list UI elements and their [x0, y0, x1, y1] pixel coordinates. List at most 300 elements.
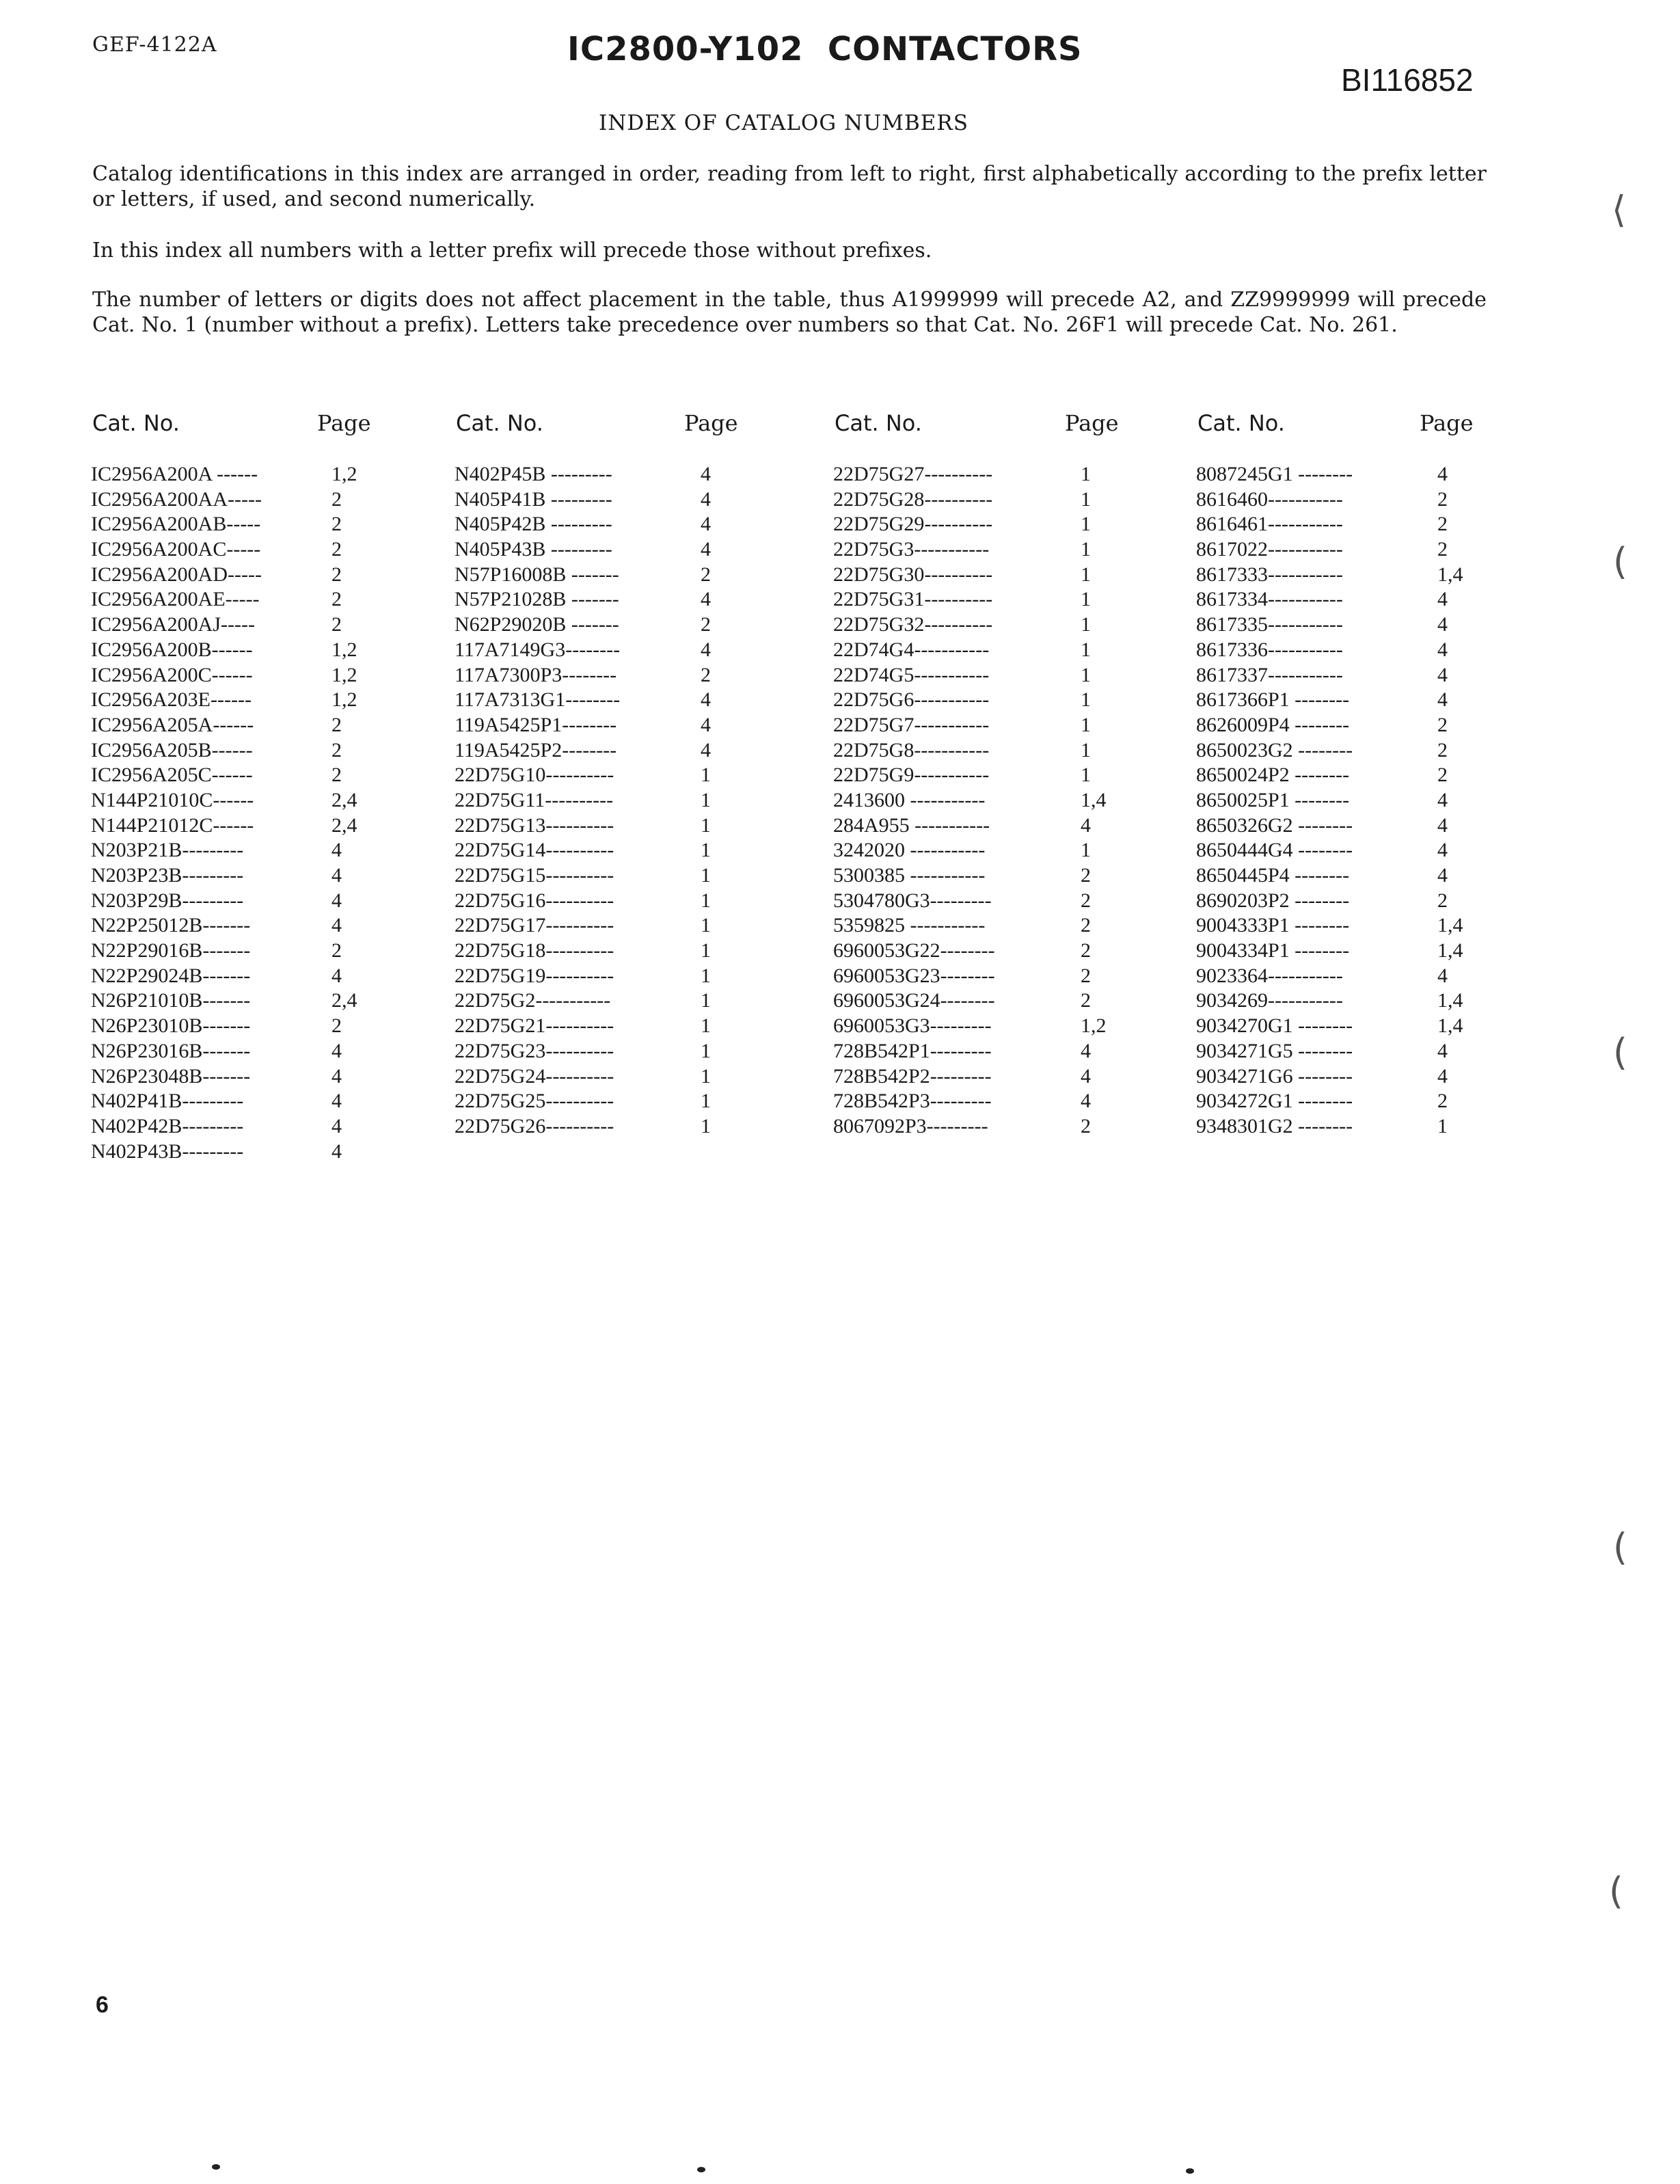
page-reference: 2 [1437, 889, 1448, 912]
catalog-number: N203P23B--------- [91, 864, 244, 887]
index-row [1196, 1039, 1469, 1064]
scan-speck [212, 2164, 220, 2170]
catalog-number: 2413600 ----------- [833, 788, 986, 811]
catalog-number: IC2956A200A ------ [91, 463, 258, 485]
cat-no-header-2: Cat. No. [456, 410, 543, 436]
intro-paragraph-3: The number of letters or digits does not affect placement in the table, thus A1999999 will precede A2, and ZZ9999999 will precede Cat. No. 1 (number without a prefix). Letters take precedence over numbers so that Cat. No. 26F1 will precede Cat. No. 261. [92, 288, 1487, 337]
index-row [91, 663, 378, 688]
index-row [833, 738, 1120, 764]
page-reference: 4 [1437, 1039, 1448, 1062]
page-reference: 4 [1437, 588, 1448, 611]
catalog-number: N62P29020B ------- [455, 613, 619, 636]
catalog-number: IC2956A200AE----- [91, 588, 260, 611]
catalog-number: 22D75G28---------- [833, 487, 993, 511]
page-reference: 1 [1437, 1114, 1448, 1137]
catalog-number: 8617334----------- [1196, 588, 1343, 611]
catalog-number: N22P29024B------- [91, 964, 251, 987]
catalog-number: 22D75G21---------- [455, 1014, 614, 1038]
index-row [833, 763, 1120, 788]
catalog-number: 22D75G17---------- [455, 914, 614, 937]
index-row [833, 964, 1120, 989]
index-row [91, 1114, 378, 1140]
page-reference: 1 [701, 764, 711, 787]
catalog-number: 22D75G25---------- [455, 1090, 614, 1113]
index-column-2 [455, 462, 728, 1140]
page-reference: 1,2 [1081, 1014, 1107, 1038]
page-reference: 1 [1081, 839, 1091, 862]
index-row [91, 688, 378, 713]
index-row [455, 563, 728, 588]
page-reference: 2 [1437, 713, 1448, 736]
catalog-number: N405P42B --------- [455, 513, 612, 536]
margin-mark: ⟨ [1612, 188, 1627, 231]
index-row [91, 462, 378, 487]
index-row [91, 939, 378, 964]
index-row [91, 713, 378, 738]
page-reference: 2 [331, 563, 342, 586]
page-reference: 1 [701, 1090, 711, 1113]
index-row [1196, 487, 1469, 513]
catalog-number: N405P41B --------- [455, 487, 612, 511]
index-row [91, 813, 378, 839]
catalog-number: 8650445P4 -------- [1196, 864, 1350, 887]
index-column-4 [1196, 462, 1469, 1140]
page-reference: 4 [1437, 864, 1448, 887]
page-reference: 4 [331, 914, 342, 937]
index-row [91, 838, 378, 863]
index-row [833, 713, 1120, 738]
catalog-number: 22D75G29---------- [833, 513, 993, 536]
page-reference: 1,2 [331, 638, 357, 661]
catalog-number: IC2956A200AB----- [91, 513, 261, 536]
index-row [833, 788, 1120, 813]
page-reference: 4 [701, 688, 711, 712]
index-row [833, 612, 1120, 638]
index-row [1196, 939, 1469, 964]
catalog-number: 8617335----------- [1196, 613, 1343, 636]
catalog-number: 8616461----------- [1196, 513, 1343, 536]
catalog-number: 8626009P4 -------- [1196, 713, 1350, 736]
index-row [455, 587, 728, 612]
catalog-number: 9004333P1 -------- [1196, 914, 1350, 937]
index-row [833, 587, 1120, 612]
page-header-1: Page [317, 410, 371, 436]
catalog-number: 9034271G6 -------- [1196, 1064, 1353, 1088]
index-row [1196, 1114, 1469, 1140]
index-row [91, 964, 378, 989]
index-row [455, 612, 728, 638]
page-reference: 4 [1437, 813, 1448, 837]
catalog-number: N22P29016B------- [91, 939, 251, 962]
page-reference: 1 [1081, 513, 1091, 536]
index-row [455, 713, 728, 738]
catalog-number: 8617022----------- [1196, 538, 1343, 561]
catalog-number: 22D75G7----------- [833, 713, 990, 736]
page-reference: 4 [1081, 1090, 1091, 1113]
catalog-number: N26P23010B------- [91, 1014, 251, 1038]
margin-mark: ( [1609, 1870, 1624, 1913]
intro-paragraph-2: In this index all numbers with a letter prefix will precede those without prefixes. [92, 239, 932, 262]
index-row [1196, 663, 1469, 688]
page-reference: 1,4 [1437, 563, 1463, 586]
page-reference: 1 [701, 889, 711, 912]
catalog-number: 8616460----------- [1196, 487, 1343, 511]
catalog-number: N26P21010B------- [91, 989, 251, 1012]
page-reference: 4 [701, 487, 711, 511]
catalog-number: 8617366P1 -------- [1196, 688, 1350, 712]
index-row [455, 788, 728, 813]
index-row [91, 1014, 378, 1039]
page-reference: 1 [1081, 688, 1091, 712]
catalog-number: N26P23016B------- [91, 1039, 251, 1062]
catalog-number: 5304780G3--------- [833, 889, 992, 912]
catalog-number: 22D75G9----------- [833, 764, 990, 787]
catalog-number: 22D75G15---------- [455, 864, 614, 887]
catalog-number: N22P25012B------- [91, 914, 251, 937]
page-reference: 2 [1081, 914, 1091, 937]
catalog-number: 9004334P1 -------- [1196, 939, 1350, 962]
page-reference: 4 [331, 1039, 342, 1062]
page-reference: 2 [331, 939, 342, 962]
catalog-number: 6960053G24-------- [833, 989, 995, 1012]
catalog-number: IC2956A200AC----- [91, 538, 261, 561]
index-row [833, 688, 1120, 713]
cat-no-header-3: Cat. No. [835, 410, 922, 436]
index-row [833, 638, 1120, 663]
catalog-number: N144P21012C------ [91, 813, 254, 837]
catalog-number: N144P21010C------ [91, 788, 254, 811]
page-reference: 1,4 [1081, 788, 1107, 811]
catalog-number: 728B542P3--------- [833, 1090, 992, 1113]
catalog-number: 8650326G2 -------- [1196, 813, 1353, 837]
index-row [833, 512, 1120, 537]
page-reference: 4 [331, 1064, 342, 1088]
index-row [1196, 1064, 1469, 1090]
page-reference: 1 [701, 813, 711, 837]
catalog-number: IC2956A200AA----- [91, 487, 262, 511]
page-header-3: Page [1065, 410, 1119, 436]
catalog-number: IC2956A205C------ [91, 764, 253, 787]
index-row [91, 587, 378, 612]
cat-no-header-4: Cat. No. [1197, 410, 1285, 436]
index-row [833, 1039, 1120, 1064]
catalog-number: 6960053G3--------- [833, 1014, 992, 1038]
index-row [1196, 788, 1469, 813]
page-reference: 4 [1081, 1064, 1091, 1088]
page-reference: 1 [701, 1064, 711, 1088]
catalog-number: 117A7300P3-------- [455, 663, 617, 686]
catalog-number: 9348301G2 -------- [1196, 1114, 1353, 1137]
page-reference: 2,4 [331, 788, 357, 811]
catalog-number: N402P42B--------- [91, 1114, 244, 1137]
page-reference: 2 [331, 713, 342, 736]
catalog-number: N57P21028B ------- [455, 588, 619, 611]
index-row [1196, 612, 1469, 638]
page-reference: 2 [1081, 864, 1091, 887]
page-reference: 4 [701, 538, 711, 561]
index-row [1196, 563, 1469, 588]
index-row [455, 688, 728, 713]
catalog-number: 119A5425P2-------- [455, 738, 617, 761]
index-row [1196, 512, 1469, 537]
page-reference: 1 [701, 839, 711, 862]
page-reference: 4 [1437, 688, 1448, 712]
index-column-1 [91, 462, 378, 1164]
page-reference: 1 [701, 1014, 711, 1038]
page-reference: 2 [1437, 513, 1448, 536]
catalog-number: 22D75G16---------- [455, 889, 614, 912]
scan-speck [1186, 2168, 1194, 2174]
index-row [1196, 813, 1469, 839]
stamp-number: BI116852 [1341, 62, 1474, 98]
index-row [833, 537, 1120, 563]
catalog-number: IC2956A200AJ----- [91, 613, 255, 636]
page-reference: 1,4 [1437, 939, 1463, 962]
page-reference: 2 [1081, 889, 1091, 912]
page-reference: 4 [1437, 463, 1448, 485]
catalog-number: 6960053G23-------- [833, 964, 995, 987]
index-row [1196, 537, 1469, 563]
catalog-number: 119A5425P1-------- [455, 713, 617, 736]
catalog-number: 22D74G5----------- [833, 663, 990, 686]
index-row [455, 738, 728, 764]
page-reference: 4 [1437, 663, 1448, 686]
page-reference: 4 [701, 738, 711, 761]
page-reference: 1 [701, 939, 711, 962]
page-reference: 4 [1437, 1064, 1448, 1088]
index-row [455, 1014, 728, 1039]
catalog-number: 22D75G30---------- [833, 563, 993, 586]
index-row [91, 863, 378, 889]
catalog-number: 8650024P2 -------- [1196, 764, 1350, 787]
catalog-number: 117A7313G1-------- [455, 688, 621, 712]
index-row [1196, 863, 1469, 889]
catalog-number: 8617333----------- [1196, 563, 1343, 586]
page-reference: 1 [1081, 538, 1091, 561]
index-row [833, 462, 1120, 487]
catalog-number: 22D75G32---------- [833, 613, 993, 636]
page-reference: 2 [1081, 989, 1091, 1012]
page-reference: 1,4 [1437, 989, 1463, 1012]
index-row [91, 612, 378, 638]
index-row [455, 889, 728, 914]
margin-mark: ( [1613, 1031, 1628, 1074]
index-row [455, 838, 728, 863]
catalog-number: 5359825 ----------- [833, 914, 986, 937]
index-row [455, 487, 728, 513]
catalog-number: 728B542P1--------- [833, 1039, 992, 1062]
index-row [1196, 838, 1469, 863]
page-reference: 4 [331, 1090, 342, 1113]
index-row [455, 638, 728, 663]
page-reference: 1,2 [331, 663, 357, 686]
catalog-number: 22D75G31---------- [833, 588, 993, 611]
page-reference: 2 [701, 663, 711, 686]
page-reference: 1,2 [331, 688, 357, 712]
page-reference: 4 [1081, 813, 1091, 837]
index-row [833, 863, 1120, 889]
catalog-number: 117A7149G3-------- [455, 638, 621, 661]
index-row [833, 1089, 1120, 1114]
catalog-number: 728B542P2--------- [833, 1064, 992, 1088]
page-reference: 1 [1081, 663, 1091, 686]
catalog-number: 22D75G27---------- [833, 463, 993, 485]
index-row [455, 813, 728, 839]
index-row [91, 563, 378, 588]
page-reference: 4 [1437, 788, 1448, 811]
page-reference: 2 [1081, 1114, 1091, 1137]
page-reference: 2 [701, 613, 711, 636]
page-reference: 4 [331, 964, 342, 987]
index-row [91, 1089, 378, 1114]
page-reference: 4 [331, 1140, 342, 1163]
page-reference: 4 [701, 713, 711, 736]
catalog-number: N26P23048B------- [91, 1064, 251, 1088]
catalog-number: 22D75G14---------- [455, 839, 614, 862]
index-row [833, 988, 1120, 1014]
index-row [455, 462, 728, 487]
index-row [91, 1039, 378, 1064]
index-row [91, 512, 378, 537]
catalog-number: 22D75G26---------- [455, 1114, 614, 1137]
catalog-number: 8087245G1 -------- [1196, 463, 1353, 485]
index-row [455, 913, 728, 939]
index-row [91, 913, 378, 939]
page-reference: 1 [1081, 764, 1091, 787]
index-row [1196, 964, 1469, 989]
catalog-number: IC2956A200B------ [91, 638, 253, 661]
index-row [1196, 763, 1469, 788]
page-reference: 2 [331, 613, 342, 636]
page-reference: 2 [1437, 538, 1448, 561]
page-reference: 1 [701, 1039, 711, 1062]
index-row [833, 889, 1120, 914]
page-reference: 1 [701, 864, 711, 887]
page-reference: 1 [1081, 588, 1091, 611]
page-reference: 4 [1437, 964, 1448, 987]
page-reference: 2 [1437, 764, 1448, 787]
index-row [1196, 1089, 1469, 1114]
index-subtitle: INDEX OF CATALOG NUMBERS [599, 111, 968, 135]
catalog-number: IC2956A203E------ [91, 688, 252, 712]
page-reference: 4 [331, 839, 342, 862]
catalog-number: 9034271G5 -------- [1196, 1039, 1353, 1062]
index-row [91, 1064, 378, 1090]
catalog-number: N402P45B --------- [455, 463, 612, 485]
catalog-number: 22D75G18---------- [455, 939, 614, 962]
index-row [455, 1114, 728, 1140]
catalog-number: 9034269----------- [1196, 989, 1343, 1012]
catalog-number: 22D75G2----------- [455, 989, 611, 1012]
index-row [833, 663, 1120, 688]
index-row [455, 512, 728, 537]
index-row [833, 838, 1120, 863]
page-reference: 1 [1081, 487, 1091, 511]
index-row [1196, 587, 1469, 612]
catalog-number: IC2956A200C------ [91, 663, 253, 686]
index-row [833, 487, 1120, 513]
page-reference: 1 [1081, 613, 1091, 636]
page-reference: 2 [331, 487, 342, 511]
page-reference: 4 [331, 1114, 342, 1137]
index-row [833, 939, 1120, 964]
index-row [91, 788, 378, 813]
page-reference: 2 [1437, 1090, 1448, 1113]
scan-speck [697, 2167, 705, 2172]
catalog-number: 6960053G22-------- [833, 939, 995, 962]
page-reference: 4 [701, 638, 711, 661]
page-reference: 1 [1081, 713, 1091, 736]
page-reference: 2 [1081, 964, 1091, 987]
page-reference: 4 [1437, 613, 1448, 636]
index-row [455, 1039, 728, 1064]
page-reference: 2 [331, 538, 342, 561]
index-row [1196, 688, 1469, 713]
page-reference: 2 [331, 513, 342, 536]
index-row [91, 988, 378, 1014]
page-reference: 1 [701, 964, 711, 987]
catalog-number: N402P43B--------- [91, 1140, 244, 1163]
index-row [833, 1064, 1120, 1090]
catalog-number: 5300385 ----------- [833, 864, 986, 887]
index-row [91, 537, 378, 563]
catalog-number: N405P43B --------- [455, 538, 612, 561]
index-row [1196, 988, 1469, 1014]
catalog-number: IC2956A205B------ [91, 738, 253, 761]
catalog-number: 22D75G19---------- [455, 964, 614, 987]
index-row [833, 913, 1120, 939]
page-reference: 1 [1081, 638, 1091, 661]
page-reference: 4 [1437, 638, 1448, 661]
page-reference: 2 [701, 563, 711, 586]
index-row [455, 537, 728, 563]
page-reference: 1 [701, 989, 711, 1012]
index-row [1196, 1014, 1469, 1039]
catalog-number: 22D75G8----------- [833, 738, 990, 761]
catalog-number: IC2956A205A------ [91, 713, 254, 736]
index-row [455, 1064, 728, 1090]
catalog-number: 8650444G4 -------- [1196, 839, 1353, 862]
catalog-number: 9034272G1 -------- [1196, 1090, 1353, 1113]
index-row [1196, 462, 1469, 487]
catalog-number: N203P21B--------- [91, 839, 244, 862]
page-reference: 2 [1437, 487, 1448, 511]
page-reference: 4 [701, 513, 711, 536]
page-reference: 2 [331, 764, 342, 787]
margin-mark: ( [1613, 540, 1628, 583]
index-row [455, 663, 728, 688]
catalog-number: 284A955 ----------- [833, 813, 990, 837]
page-reference: 1,4 [1437, 1014, 1463, 1038]
page-reference: 4 [331, 864, 342, 887]
catalog-number: 22D75G3----------- [833, 538, 990, 561]
page-reference: 1 [701, 1114, 711, 1137]
page-header-4: Page [1420, 410, 1474, 436]
page-number: 6 [96, 1992, 109, 2018]
index-row [91, 638, 378, 663]
catalog-number: 8067092P3--------- [833, 1114, 988, 1137]
catalog-number: 9034270G1 -------- [1196, 1014, 1353, 1038]
intro-paragraph-1: Catalog identifications in this index are arranged in order, reading from left to right, first alphabetically according to the prefix letter or letters, if used, and second numerically. [92, 162, 1487, 211]
index-row [455, 1089, 728, 1114]
catalog-number: 8690203P2 -------- [1196, 889, 1350, 912]
catalog-number: N203P29B--------- [91, 889, 244, 912]
index-row [833, 563, 1120, 588]
page-reference: 2,4 [331, 989, 357, 1012]
page-reference: 1 [701, 788, 711, 811]
catalog-number: 22D75G11---------- [455, 788, 614, 811]
catalog-number: 22D75G13---------- [455, 813, 614, 837]
